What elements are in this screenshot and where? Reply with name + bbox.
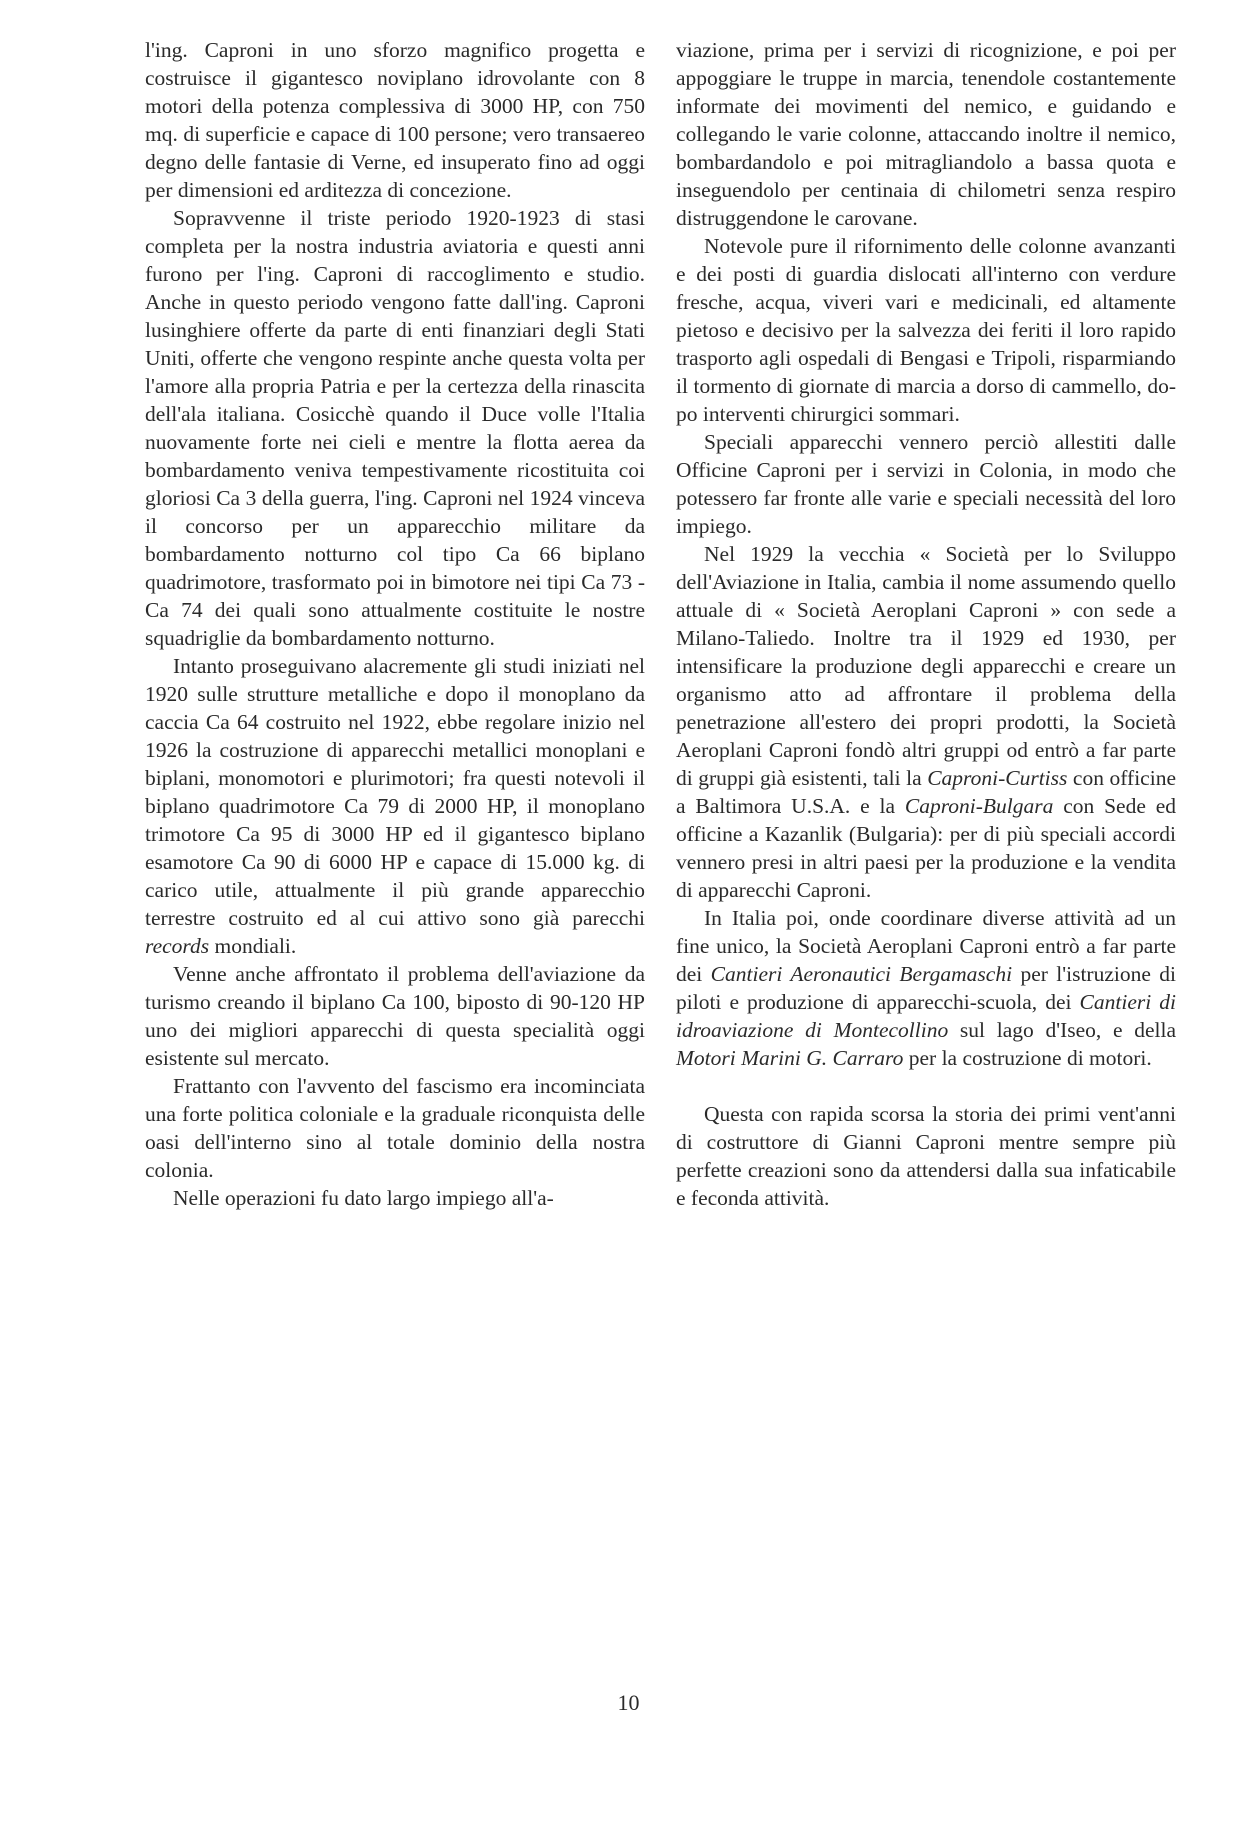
text-run: con Sede ed officine a Kazanlik (Bulgaria): per di più speciali accordi vennero presi in altri paesi per la produzione e la vendita di apparecchi Caproni. bbox=[676, 794, 1176, 902]
text-run: con officine a Baltimora U.S.A. e la bbox=[676, 766, 1176, 818]
paragraph bbox=[145, 652, 645, 960]
left-text-column bbox=[145, 36, 645, 1212]
text-run: Intanto proseguivano alacremente gli studi iniziati nel 1920 sulle strutture metalliche e dopo il monoplano da caccia Ca 64 costruito nel 1922, ebbe regolare inizio nel 1926 la costruzione di apparecchi metallici monoplani e biplani, monomotori e plurimotori; fra questi notevoli il biplano quadrimotore Ca 79 di 2000 HP, il monoplano trimotore Ca 95 di 3000 HP ed il gigantesco biplano esamotore Ca 90 di 6000 HP e capace di 15.000 kg. di carico utile, attualmente il più grande apparecchio terrestre costruito ed al cui attivo sono già parecchi bbox=[145, 654, 645, 930]
paragraph bbox=[676, 904, 1176, 1072]
paragraph: Nelle operazioni fu dato largo impiego all'a- bbox=[173, 1186, 554, 1210]
text-run: sul lago d'Iseo, e della bbox=[948, 1018, 1176, 1042]
text-run: mondiali. bbox=[209, 934, 297, 958]
italic-company-name: Cantieri di idroaviazione di Montecollino bbox=[676, 990, 1176, 1042]
italic-company-name: Cantieri Aeronautici Bergamaschi bbox=[710, 962, 1013, 986]
paragraph bbox=[676, 540, 1176, 904]
italic-company-name: Motori Marini G. Carraro bbox=[676, 1046, 904, 1070]
italic-company-name: Caproni-Bulgara bbox=[904, 794, 1054, 818]
paragraph: Notevole pure il rifornimento delle colonne avanzanti e dei posti di guardia dislocati all'interno con verdure fresche, acqua, viveri vari e medicinali, ed altamente pietoso e decisivo per la salvezza dei feriti il loro rapido trasporto agli ospedali di Bengasi e Tripoli, risparmiando il tormento di giornate di marcia a dorso di cammello, dopo interventi chirurgici sommari. bbox=[676, 234, 1176, 426]
italic-company-name: Caproni-Curtiss bbox=[927, 766, 1068, 790]
paragraph: Speciali apparecchi vennero perciò allestiti dalle Officine Caproni per i servizi in Colonia, in modo che potessero far fronte alle varie e speciali necessità del loro impiego. bbox=[676, 430, 1176, 538]
text-run: Nel 1929 la vecchia « Società per lo Sviluppo dell'Aviazione in Italia, cambia il nome assumendo quello attuale di « Società Aeroplani Caproni » con sede a Milano-Taliedo. Inoltre tra il 1929 ed 1930, per intensificare la produzione degli apparecchi e creare un organismo atto ad affrontare il problema della penetrazione all'estero dei propri prodotti, la Società Aeroplani Caproni fondò altri gruppi od entrò a far parte di gruppi già esistenti, tali la bbox=[676, 542, 1176, 790]
text-run: per l'istruzione di piloti e produzione di apparecchi-scuola, dei bbox=[676, 962, 1176, 1014]
paragraph: Sopravvenne il triste periodo 1920-1923 di stasi completa per la nostra industria aviatoria e questi anni furono per l'ing. Caproni di raccoglimento e studio. Anche in questo periodo vengono fatte dall'ing. Caproni lusinghiere offerte da parte di enti finanziari degli Stati Uniti, offerte che vengono respinte anche questa volta per l'amore alla propria Patria e per la certezza della rinascita dell'ala italiana. Cosicchè quando il Duce volle l'Italia nuovamente forte nei cieli e mentre la flotta aerea da bombardamento veniva tempestivamente ricostituita coi gloriosi Ca 3 della guerra, l'ing. Caproni nel 1924 vinceva il concorso per un apparecchio militare da bombardamento notturno col tipo Ca 66 biplano quadrimotore, trasformato poi in bimotore nei tipi Ca 73 - Ca 74 dei quali sono attualmente costituite le nostre squadriglie da bombardamento notturno. bbox=[145, 206, 645, 650]
text-run: per la costruzione di motori. bbox=[903, 1046, 1152, 1070]
paragraph: Frattanto con l'avvento del fascismo era incominciata una forte politica coloniale e la graduale riconquista delle oasi dell'interno sino al totale dominio della nostra colonia. bbox=[145, 1074, 645, 1182]
paragraph: viazione, prima per i servizi di ricognizione, e poi per appoggiare le truppe in marcia, tenendole costantemente informate dei movimenti del nemico, e guidando e collegando le varie colonne, attaccando inoltre il nemico, bombardandolo e poi mitragliandolo a bassa quota e inseguendolo per centinaia di chilometri senza respiro distruggendone le carovane. bbox=[676, 38, 1176, 230]
right-text-column bbox=[676, 36, 1176, 1212]
closing-paragraph: Questa con rapida scorsa la storia dei primi vent'anni di costruttore di Gianni Caproni mentre sempre più perfette creazioni sono da attendersi dalla sua infaticabile e feconda attività. bbox=[676, 1102, 1176, 1210]
text-run: In Italia poi, onde coordinare diverse attività ad un fine unico, la Società Aeroplani Caproni entrò a far parte dei bbox=[676, 906, 1176, 986]
paragraph: Venne anche affrontato il problema dell'aviazione da turismo creando il biplano Ca 100, biposto di 90-120 HP uno dei migliori apparecchi di questa specialità oggi esistente sul mercato. bbox=[145, 962, 645, 1070]
page-number: 10 bbox=[617, 1690, 640, 1715]
paragraph: l'ing. Caproni in uno sforzo magnifico progetta e costruisce il gigantesco noviplano idrovolante con 8 motori della potenza complessiva di 3000 HP, con 750 mq. di superficie e capace di 100 persone; vero transaereo degno delle fantasie di Verne, ed insuperato fino ad oggi per dimensioni ed arditezza di concezione. bbox=[145, 38, 645, 202]
italic-term: records bbox=[145, 934, 210, 958]
